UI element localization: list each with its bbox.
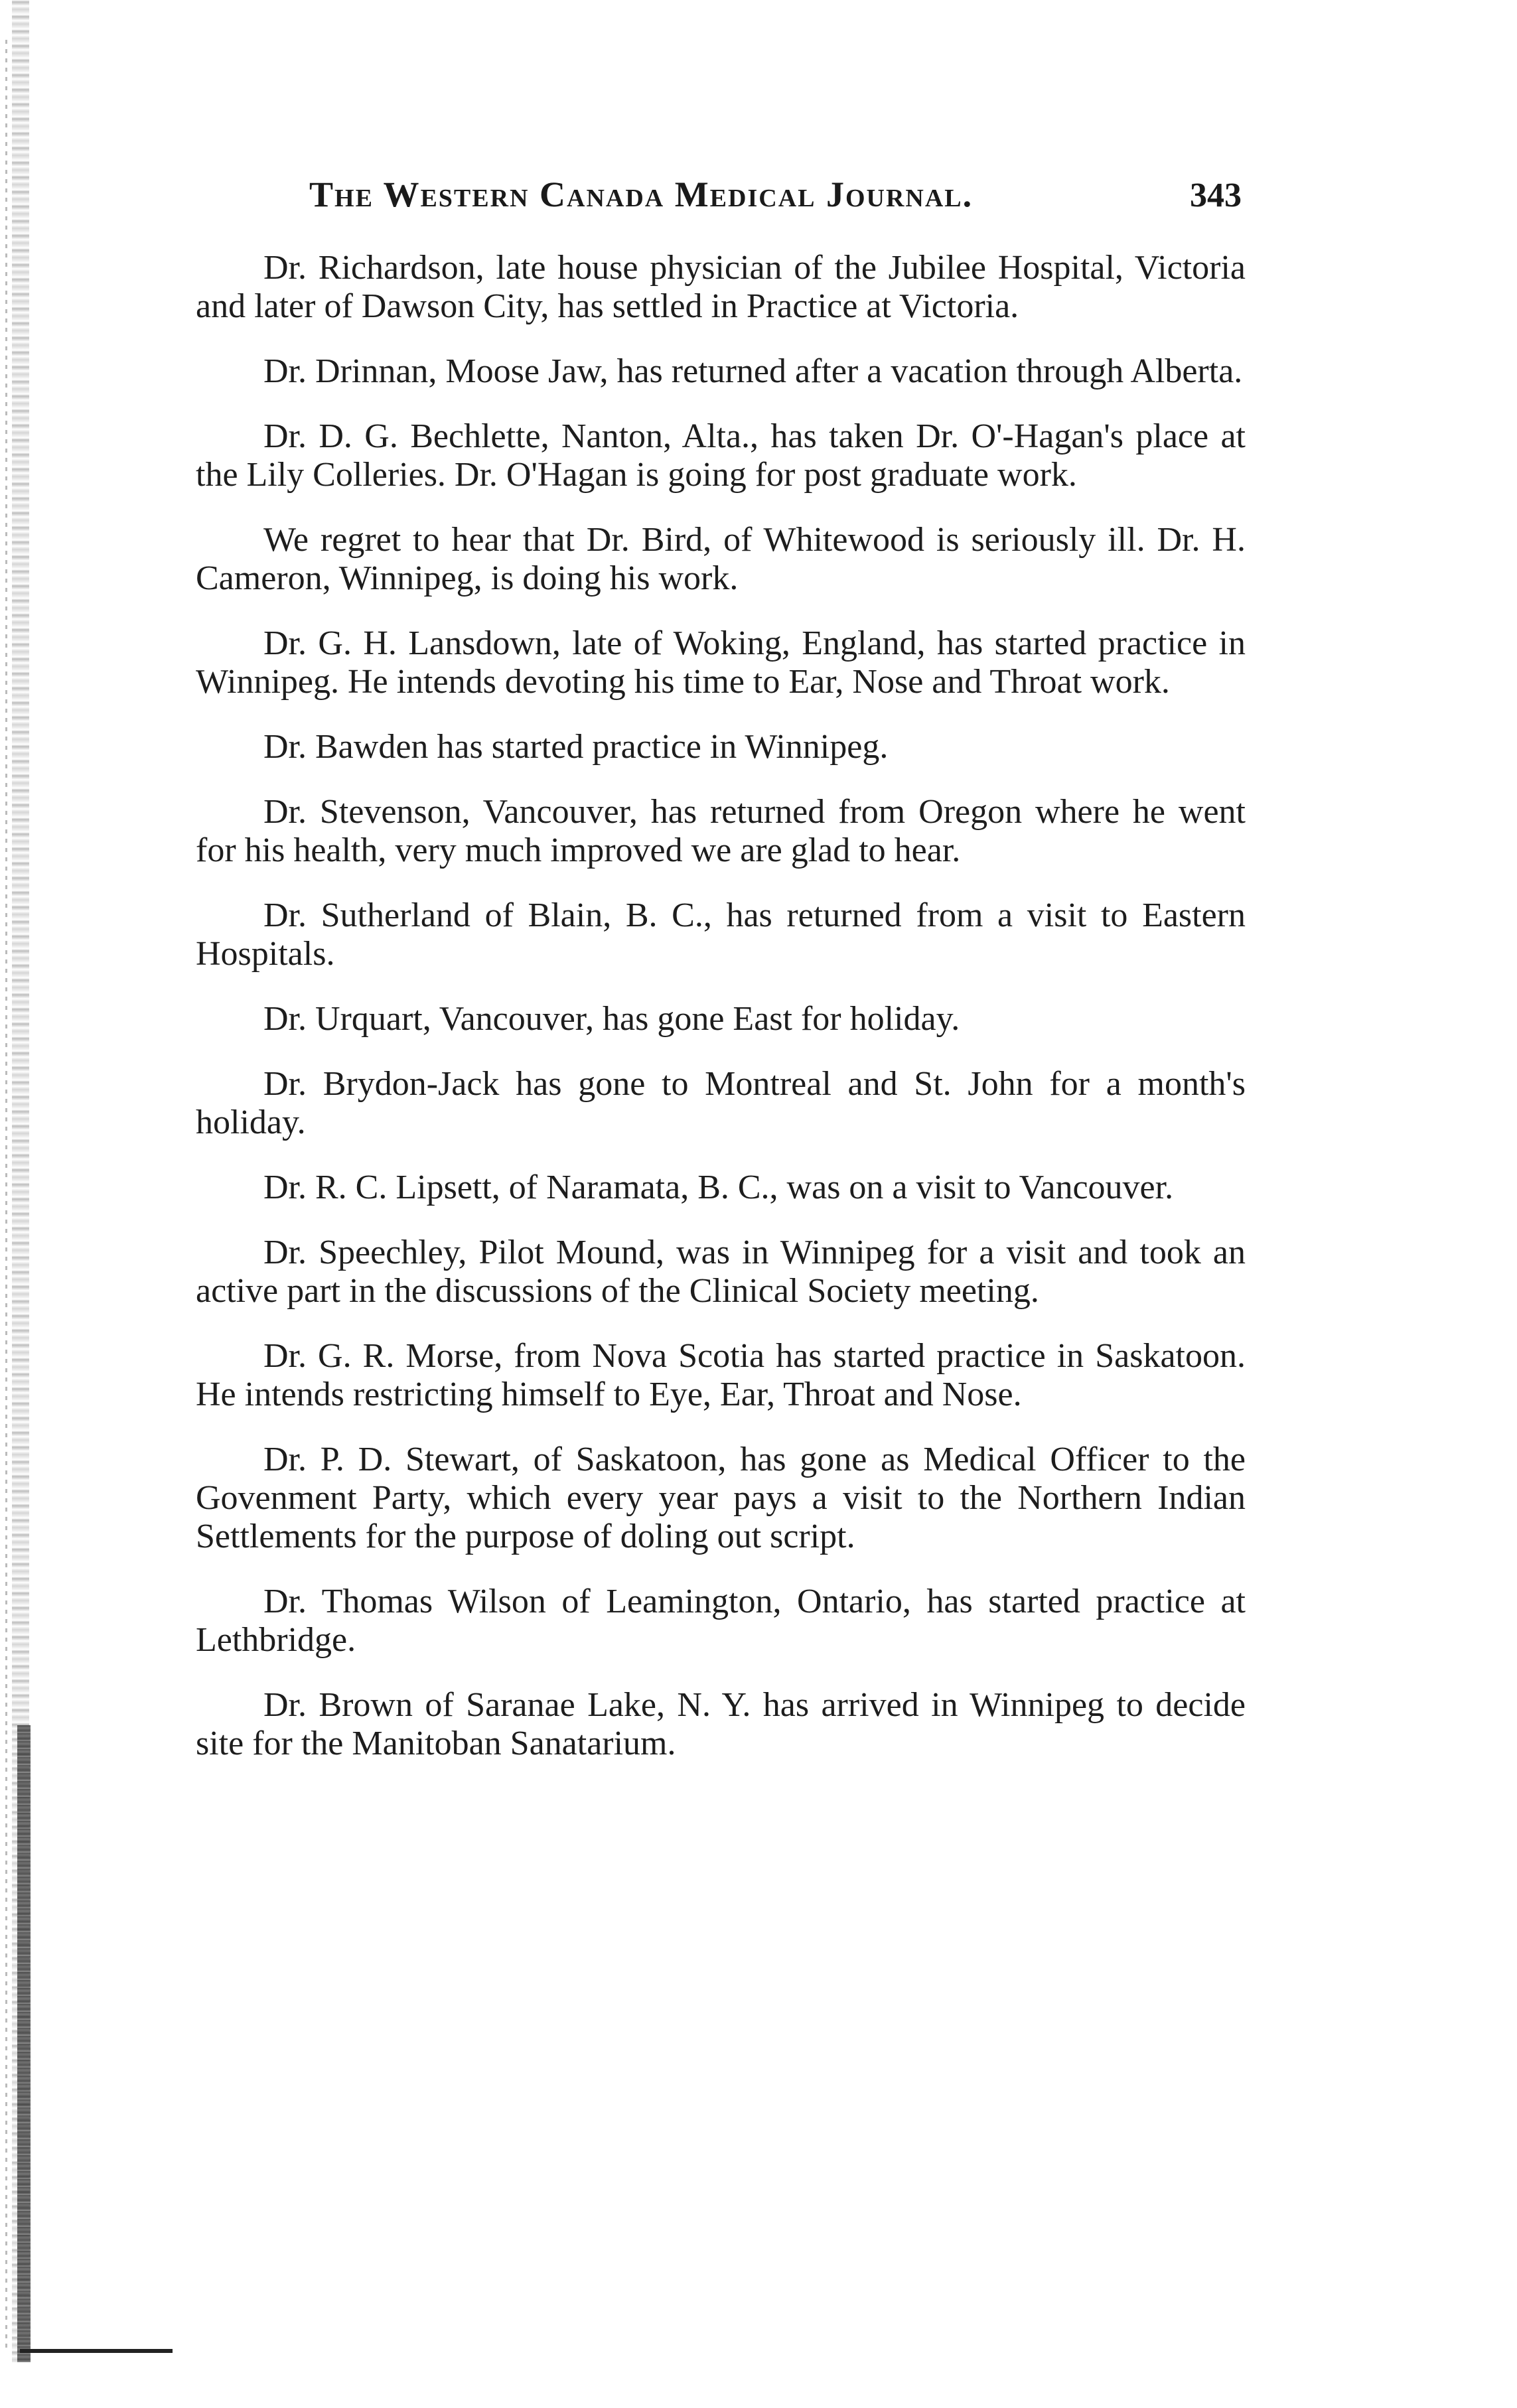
running-header xyxy=(309,174,1242,220)
news-item-bird: We regret to hear that Dr. Bird, of Whitewood is seriously ill. Dr. H. Cameron, Winnipeg, is doing his work. xyxy=(196,521,1246,597)
page-number: 343 xyxy=(1190,177,1242,214)
scan-binding-foot xyxy=(20,2349,173,2353)
news-item-drinnan: Dr. Drinnan, Moose Jaw, has returned after a vacation through Alberta. xyxy=(263,352,1243,390)
news-item-brydon-jack: Dr. Brydon-Jack has gone to Montreal and St. John for a month's holiday. xyxy=(196,1065,1246,1141)
news-item-brown: Dr. Brown of Saranae Lake, N. Y. has arrived in Winnipeg to decide site for the Manitoban Sanatarium. xyxy=(196,1686,1246,1762)
news-item-bawden: Dr. Bawden has started practice in Winnipeg. xyxy=(263,728,889,766)
news-item-stewart: Dr. P. D. Stewart, of Saskatoon, has gone as Medical Officer to the Govenment Party, which every year pays a visit to the Northern Indian Settlements for the purpose of doling out script. xyxy=(196,1441,1246,1555)
scan-binding-line xyxy=(5,40,7,2349)
news-item-richardson: Dr. Richardson, late house physician of the Jubilee Hospital, Victoria and later of Dawson City, has settled in Practice at Victoria. xyxy=(196,249,1246,325)
news-item-urquart: Dr. Urquart, Vancouver, has gone East for holiday. xyxy=(263,1000,960,1038)
news-item-morse: Dr. G. R. Morse, from Nova Scotia has started practice in Saskatoon. He intends restricting himself to Eye, Ear, Throat and Nose. xyxy=(196,1337,1246,1413)
scan-binding-shadow xyxy=(17,1725,31,2362)
news-items xyxy=(196,249,1246,1790)
news-item-sutherland: Dr. Sutherland of Blain, B. C., has returned from a visit to Eastern Hospitals. xyxy=(196,896,1246,973)
news-item-wilson: Dr. Thomas Wilson of Leamington, Ontario, has started practice at Lethbridge. xyxy=(196,1583,1246,1659)
news-item-lansdown: Dr. G. H. Lansdown, late of Woking, England, has started practice in Winnipeg. He intends devoting his time to Ear, Nose and Throat work. xyxy=(196,624,1246,701)
journal-title: The Western Canada Medical Journal. xyxy=(309,175,974,214)
news-item-bechlette: Dr. D. G. Bechlette, Nanton, Alta., has taken Dr. O'-Hagan's place at the Lily Colleries. Dr. O'Hagan is going for post graduate work. xyxy=(196,417,1246,494)
news-item-stevenson: Dr. Stevenson, Vancouver, has returned from Oregon where he went for his health, very much improved we are glad to hear. xyxy=(196,793,1246,869)
news-item-lipsett: Dr. R. C. Lipsett, of Naramata, B. C., was on a visit to Vancouver. xyxy=(263,1169,1174,1206)
news-item-speechley: Dr. Speechley, Pilot Mound, was in Winnipeg for a visit and took an active part in the discussions of the Clinical Society meeting. xyxy=(196,1234,1246,1310)
